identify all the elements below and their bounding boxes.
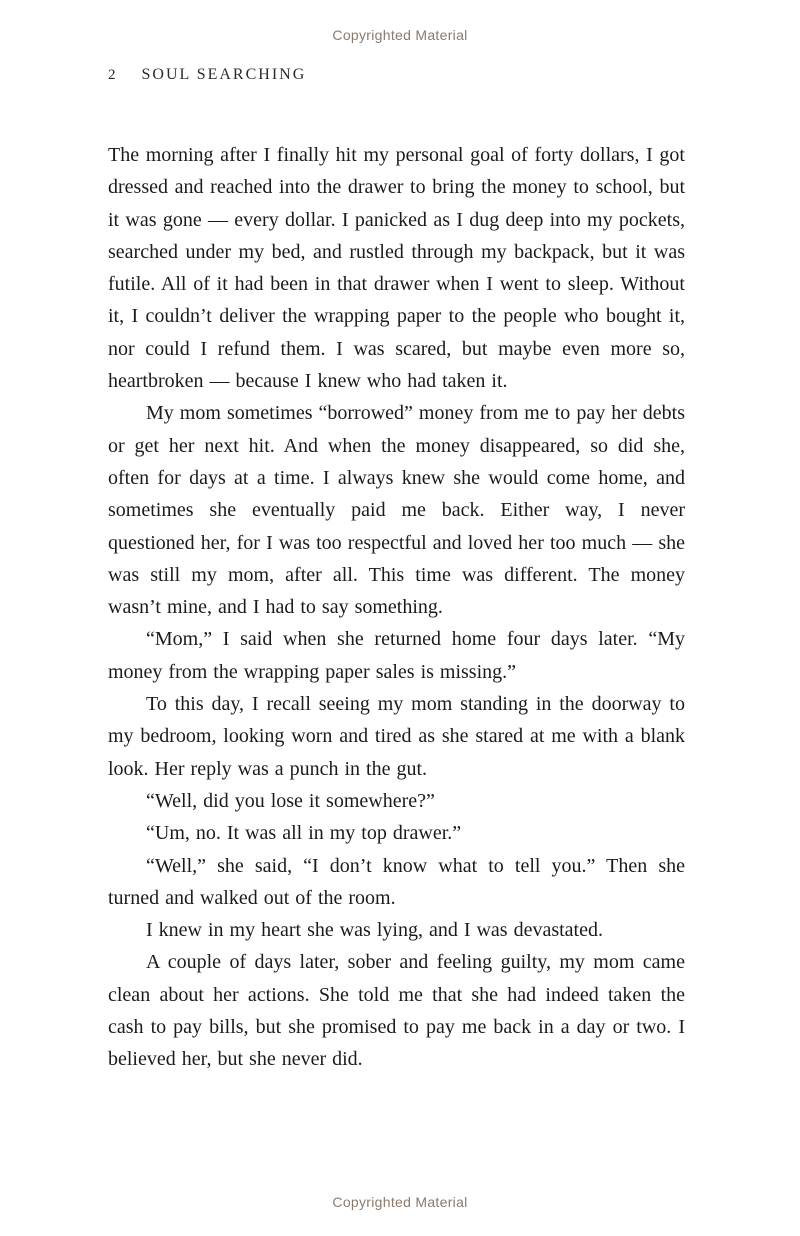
running-title: SOUL SEARCHING xyxy=(141,66,307,83)
paragraph: “Mom,” I said when she returned home four days later. “My money from the wrapping paper sales is missing.” xyxy=(108,628,685,683)
copyright-notice-bottom: Copyrighted Material xyxy=(332,1194,468,1210)
paragraph: A couple of days later, sober and feeling guilty, my mom came clean about her actions. She told me that she had indeed taken the cash to pay bills, but she promised to pay me back in a day or two. I believed her, but she never did. xyxy=(108,951,685,1071)
paragraph: My mom sometimes “borrowed” money from me to pay her debts or get her next hit. And when the money disappeared, so did she, often for days at a time. I always knew she would come home, and sometimes she eventually paid me back. Either way, I never questioned her, for I was too respectful and loved her too much — she was still my mom, after all. This time was different. The money wasn’t mine, and I had to say something. xyxy=(108,402,685,619)
copyright-notice-top: Copyrighted Material xyxy=(332,27,468,43)
paragraph: I knew in my heart she was lying, and I was devastated. xyxy=(146,919,603,942)
running-header xyxy=(108,66,684,84)
paragraph: To this day, I recall seeing my mom standing in the doorway to my bedroom, looking worn and tired as she stared at me with a blank look. Her reply was a punch in the gut. xyxy=(108,693,685,780)
paragraph: The morning after I finally hit my personal goal of forty dollars, I got dressed and reached into the drawer to bring the money to school, but it was gone — every dollar. I panicked as I dug deep into my pockets, searched under my bed, and rustled through my backpack, but it was futile. All of it had been in that drawer when I went to sleep. Without it, I couldn’t deliver the wrapping paper to the people who bought it, nor could I refund them. I was scared, but maybe even more so, heartbroken — because I knew who had taken it. xyxy=(108,144,685,393)
paragraph: “Well,” she said, “I don’t know what to tell you.” Then she turned and walked out of the room. xyxy=(108,854,685,909)
paragraph: “Um, no. It was all in my top drawer.” xyxy=(146,822,462,845)
page-number: 2 xyxy=(108,67,116,83)
body-text xyxy=(108,139,685,1076)
paragraph: “Well, did you lose it somewhere?” xyxy=(146,789,435,812)
